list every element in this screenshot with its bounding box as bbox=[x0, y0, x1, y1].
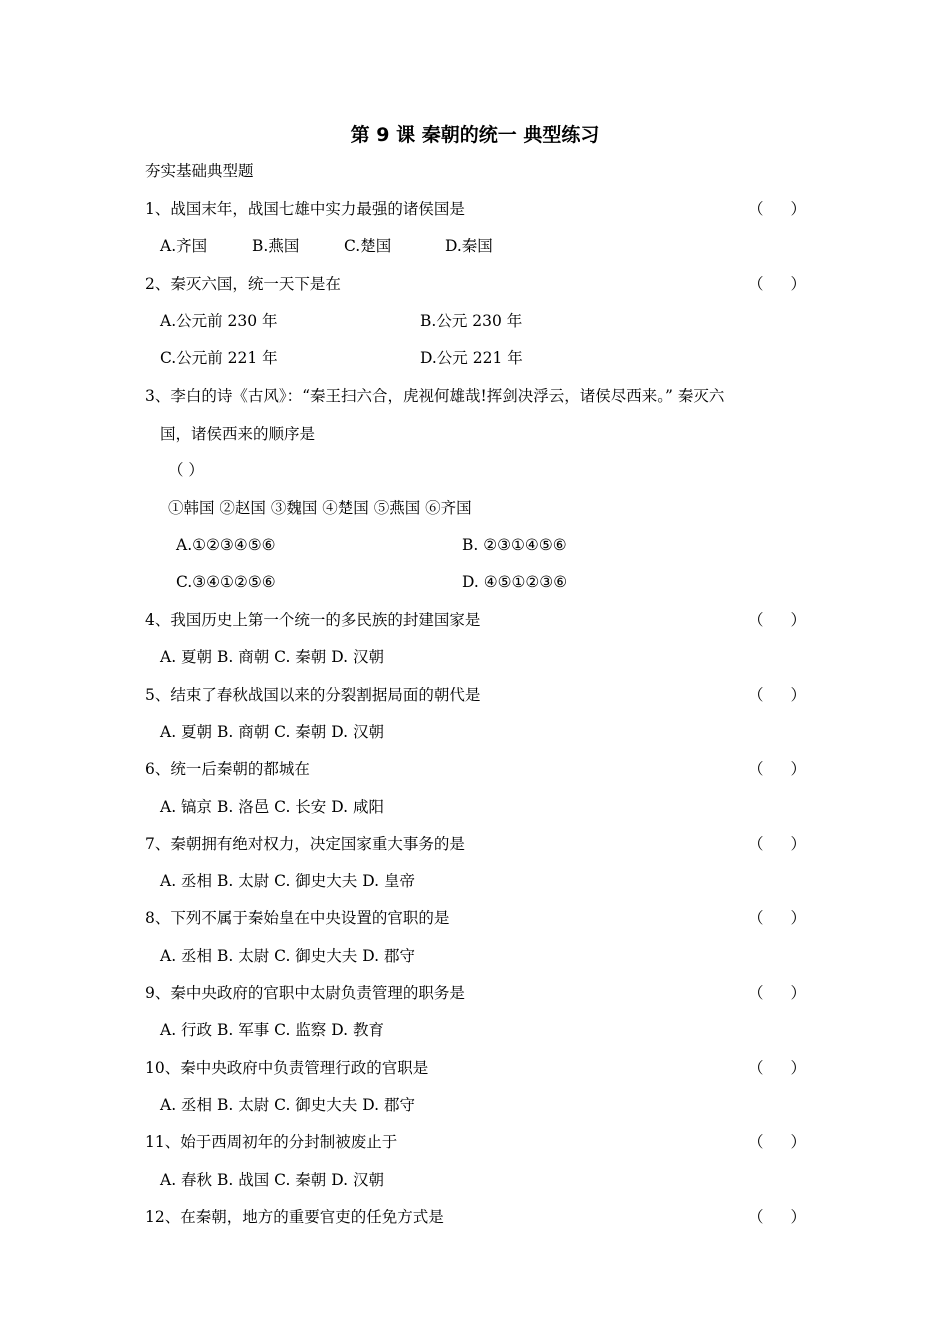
options-line: A. 丞相 B. 太尉 C. 御史大夫 D. 皇帝 bbox=[160, 872, 415, 890]
question-stem: 10、秦中央政府中负责管理行政的官职是 bbox=[145, 1059, 429, 1077]
paren-open: （ bbox=[748, 200, 764, 218]
paren-close: ） bbox=[790, 909, 806, 927]
paren-open: （ bbox=[748, 760, 764, 778]
options-line: A. 夏朝 B. 商朝 C. 秦朝 D. 汉朝 bbox=[160, 648, 384, 666]
paren-close: ） bbox=[790, 1208, 806, 1226]
question-stem: 12、在秦朝，地方的重要官吏的任免方式是 bbox=[145, 1208, 444, 1226]
paren-open: （ bbox=[748, 1059, 764, 1077]
question-stem: 2、秦灭六国，统一天下是在 bbox=[145, 275, 341, 293]
paren-close: ） bbox=[790, 611, 806, 629]
page-title: 第 9 课 秦朝的统一 典型练习 bbox=[350, 124, 600, 146]
section-heading: 夯实基础典型题 bbox=[145, 162, 254, 180]
option: A.齐国 bbox=[160, 237, 208, 255]
options-line: A. 春秋 B. 战国 C. 秦朝 D. 汉朝 bbox=[160, 1171, 384, 1189]
paren-open: （ bbox=[748, 984, 764, 1002]
options-line: A. 镐京 B. 洛邑 C. 长安 D. 咸阳 bbox=[160, 798, 384, 816]
answer-paren bbox=[748, 609, 806, 631]
paren-close: ） bbox=[790, 760, 806, 778]
option: D.公元 221 年 bbox=[420, 349, 523, 367]
paren-open: （ bbox=[748, 1208, 764, 1226]
paren-open: （ bbox=[748, 275, 764, 293]
question-stem: 6、统一后秦朝的都城在 bbox=[145, 760, 310, 778]
question-stem: 3、李白的诗《古风》：“秦王扫六合，虎视何雄哉!挥剑决浮云，诸侯尽西来。” 秦灭六 bbox=[145, 387, 725, 405]
answer-paren: （ ） bbox=[168, 461, 204, 479]
paren-close: ） bbox=[790, 835, 806, 853]
answer-paren bbox=[748, 833, 806, 855]
options-line: A. 行政 B. 军事 C. 监察 D. 教育 bbox=[160, 1021, 384, 1039]
answer-paren bbox=[748, 907, 806, 929]
answer-paren bbox=[748, 1206, 806, 1228]
answer-paren bbox=[748, 1057, 806, 1079]
answer-paren bbox=[748, 273, 806, 295]
option: C.公元前 221 年 bbox=[160, 349, 278, 367]
answer-paren bbox=[748, 1131, 806, 1153]
option: B. ②③①④⑤⑥ bbox=[462, 536, 567, 554]
paren-open: （ bbox=[748, 611, 764, 629]
paren-open: （ bbox=[748, 1133, 764, 1151]
option: C.③④①②⑤⑥ bbox=[176, 573, 276, 591]
question-stem: 11、始于西周初年的分封制被废止于 bbox=[145, 1133, 398, 1151]
options-line: A. 丞相 B. 太尉 C. 御史大夫 D. 郡守 bbox=[160, 947, 415, 965]
paren-open: （ bbox=[748, 909, 764, 927]
option: A.①②③④⑤⑥ bbox=[176, 536, 276, 554]
options-line: A. 丞相 B. 太尉 C. 御史大夫 D. 郡守 bbox=[160, 1096, 415, 1114]
option: D. ④⑤①②③⑥ bbox=[462, 573, 568, 591]
paren-open: （ bbox=[748, 686, 764, 704]
option: A.公元前 230 年 bbox=[160, 312, 278, 330]
option: C.楚国 bbox=[344, 237, 392, 255]
option: B.公元 230 年 bbox=[420, 312, 523, 330]
options-line: A. 夏朝 B. 商朝 C. 秦朝 D. 汉朝 bbox=[160, 723, 384, 741]
question-stem: 4、我国历史上第一个统一的多民族的封建国家是 bbox=[145, 611, 481, 629]
answer-paren bbox=[748, 684, 806, 706]
option: B.燕国 bbox=[252, 237, 300, 255]
choice-items: ①韩国 ②赵国 ③魏国 ④楚国 ⑤燕国 ⑥齐国 bbox=[168, 499, 472, 517]
paren-close: ） bbox=[790, 1059, 806, 1077]
paren-close: ） bbox=[790, 984, 806, 1002]
paren-close: ） bbox=[790, 1133, 806, 1151]
question-stem: 5、结束了春秋战国以来的分裂割据局面的朝代是 bbox=[145, 686, 481, 704]
answer-paren bbox=[748, 982, 806, 1004]
answer-paren bbox=[748, 758, 806, 780]
paren-close: ） bbox=[790, 686, 806, 704]
question-stem-continued: 国，诸侯西来的顺序是 bbox=[160, 425, 316, 443]
paren-close: ） bbox=[790, 275, 806, 293]
option: D.秦国 bbox=[445, 237, 493, 255]
question-stem: 1、战国末年，战国七雄中实力最强的诸侯国是 bbox=[145, 200, 465, 218]
question-stem: 9、秦中央政府的官职中太尉负责管理的职务是 bbox=[145, 984, 465, 1002]
question-stem: 8、下列不属于秦始皇在中央设置的官职的是 bbox=[145, 909, 450, 927]
answer-paren bbox=[748, 198, 806, 220]
paren-open: （ bbox=[748, 835, 764, 853]
question-stem: 7、秦朝拥有绝对权力，决定国家重大事务的是 bbox=[145, 835, 465, 853]
paren-close: ） bbox=[790, 200, 806, 218]
